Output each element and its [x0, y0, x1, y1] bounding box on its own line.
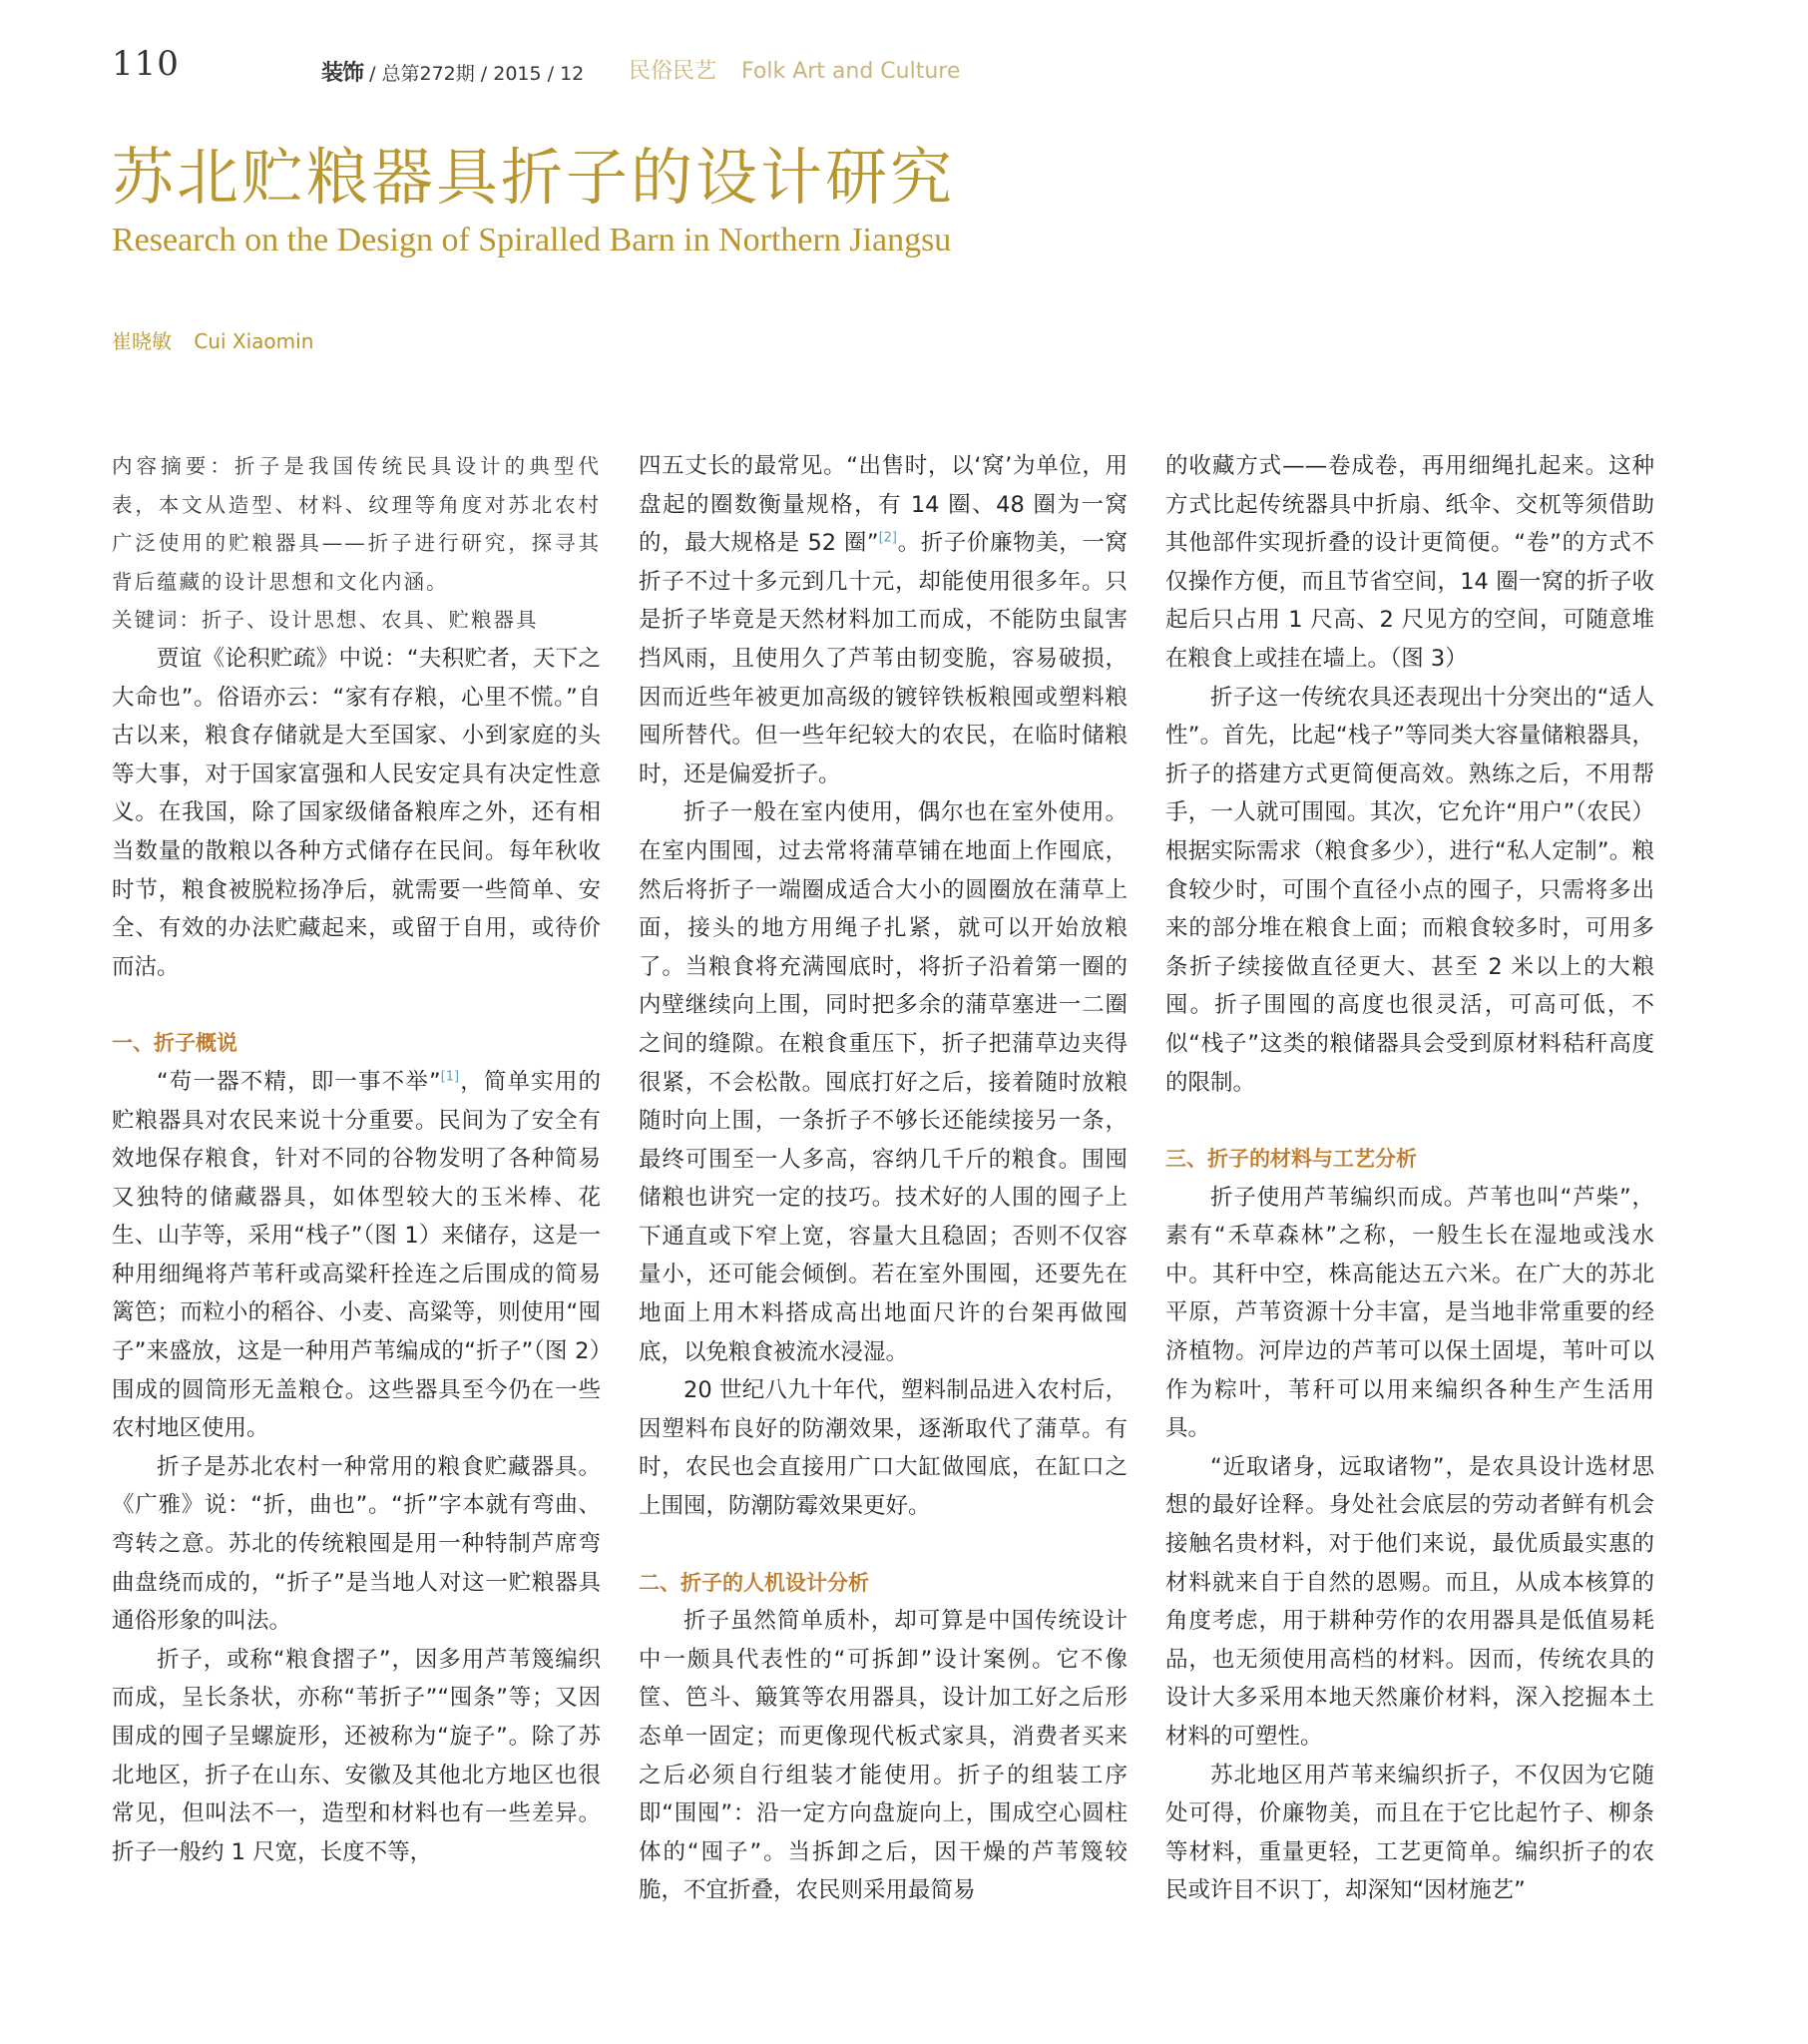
title-chinese: 苏北贮粮器具折子的设计研究 [112, 141, 956, 214]
section-3-heading: 三、折子的材料与工艺分析 [1165, 1147, 1417, 1172]
section-1-paragraph-3: 折子，或称“粮食摺子”，因多用芦苇篾编织而成，呈长条状，亦称“苇折子”“囤条”等；又因围成的囤子呈螺旋形，还被称为“旋子”。除了苏北地区，折子在山东、安徽及其他北方地区也很常见，但叫法不一，造型和材料也有一些差异。折子一般约 1 尺宽，长度不等， [112, 1646, 601, 1865]
column-en: Folk Art and Culture [741, 59, 961, 84]
column-2 [639, 447, 1128, 1910]
col2-p1-text-a: 四五丈长的最常见。“出售时，以‘窝’为单位，用盘起的圈数衡量规格，有 14 圈、48 圈为一窝的，最大规格是 52 圈” [639, 453, 1128, 557]
s1p1-text-a: “苟一器不精，即一事不举” [157, 1068, 441, 1095]
author [112, 325, 313, 354]
issue-info: / 总第272期 / 2015 / 12 [369, 63, 585, 85]
section-3-paragraph-3: 苏北地区用芦苇来编织折子，不仅因为它随处可得，价廉物美，而且在于它比起竹子、柳条等材料，重量更轻，工艺更简单。编织折子的农民或许目不识丁，却深知“因材施艺” [1165, 1762, 1654, 1904]
abstract: 内容摘要：折子是我国传统民具设计的典型代表，本文从造型、材料、纹理等角度对苏北农村广泛使用的贮粮器具——折子进行研究，探寻其背后蕴藏的设计思想和文化内涵。 [112, 454, 601, 594]
section-3-paragraph-1: 折子使用芦苇编织而成。芦苇也叫“芦柴”，素有“禾草森林”之称，一般生长在湿地或浅水中。其秆中空，株高能达五六米。在广大的苏北平原，芦苇资源十分丰富，是当地非常重要的经济植物。河岸边的芦苇可以保土固堤，苇叶可以作为粽叶，苇秆可以用来编织各种生产生活用具。 [1165, 1184, 1654, 1442]
section-2-heading: 二、折子的人机设计分析 [639, 1570, 869, 1595]
col3-paragraph-2: 折子这一传统农具还表现出十分突出的“适人性”。首先，比起“栈子”等同类大容量储粮器具，折子的搭建方式更简便高效。熟练之后，不用帮手，一人就可围囤。其次，它允许“用户”（农民）根据实际需求（粮食多少），进行“私人定制”。粮食较少时，可围个直径小点的囤子，只需将多出来的部分堆在粮食上面；而粮食较多时，可用多条折子续接做直径更大、甚至 2 米以上的大粮囤。折子围囤的高度也很灵活，可高可低，不似“栈子”这类的粮储器具会受到原材料秸秆高度的限制。 [1165, 684, 1654, 1096]
s1p1-text-b: ，简单实用的贮粮器具对农民来说十分重要。民间为了安全有效地保存粮食，针对不同的谷物发明了各种简易又独特的储藏器具，如体型较大的玉米棒、花生、山芋等，采用“栈子”（图 1）来储存，这是一种用细绳将芦苇秆或高粱秆拴连之后围成的简易篱笆；而粒小的稻谷、小麦、高粱等，则使用“囤子”来盛放，这是一种用芦苇编成的“折子”（图 2）围成的圆筒形无盖粮仓。这些器具至今仍在一些农村地区使用。 [112, 1068, 601, 1442]
column-1 [112, 447, 601, 1871]
section-1-heading: 一、折子概说 [112, 1031, 237, 1056]
intro-paragraph: 贾谊《论积贮疏》中说：“夫积贮者，天下之大命也”。俗语亦云：“家有存粮，心里不慌。”自古以来，粮食存储就是大至国家、小到家庭的头等大事，对于国家富强和人民安定具有决定性意义。在我国，除了国家级储备粮库之外，还有相当数量的散粮以各种方式储存在民间。每年秋收时节，粮食被脱粒扬净后，就需要一些简单、安全、有效的办法贮藏起来，或留于自用，或待价而沽。 [112, 645, 601, 980]
section-1-paragraph-2: 折子是苏北农村一种常用的粮食贮藏器具。《广雅》说：“折，曲也”。“折”字本就有弯曲、弯转之意。苏北的传统粮囤是用一种特制芦席弯曲盘绕而成的，“折子”是当地人对这一贮粮器具通俗形象的叫法。 [112, 1453, 601, 1635]
reference-2[interactable]: [2] [878, 530, 897, 546]
journal-name: 装饰 [321, 61, 364, 86]
col2-p1-text-b: 。折子价廉物美，一窝折子不过十多元到几十元，却能使用很多年。只是折子毕竟是天然材料加工而成，不能防虫鼠害挡风雨，且使用久了芦苇由韧变脆，容易破损，因而近些年被更加高级的镀锌铁板粮囤或塑料粮囤所替代。但一些年纪较大的农民，在临时储粮时，还是偏爱折子。 [639, 530, 1128, 787]
column-tag [629, 54, 960, 85]
section-3-paragraph-2: “近取诸身，远取诸物”，是农具设计选材思想的最好诠释。身处社会底层的劳动者鲜有机会接触名贵材料，对于他们来说，最优质最实惠的材料就来自于自然的恩赐。而且，从成本核算的角度考虑，用于耕种劳作的农用器具是低值易耗品，也无须使用高档的材料。因而，传统农具的设计大多采用本地天然廉价材料，深入挖掘本土材料的可塑性。 [1165, 1453, 1654, 1750]
section-2-paragraph-1: 折子虽然简单质朴，却可算是中国传统设计中一颇具代表性的“可拆卸”设计案例。它不像筐、笆斗、簸箕等农用器具，设计加工好之后形态单一固定；而更像现代板式家具，消费者买来之后必须自行组装才能使用。折子的组装工序即“围囤”：沿一定方向盘旋向上，围成空心圆柱体的“囤子”。当拆卸之后，因干燥的芦苇篾较脆，不宜折叠，农民则采用最简易 [639, 1608, 1128, 1904]
col2-paragraph-1 [639, 447, 1128, 793]
journal-header [321, 56, 584, 87]
column-cn: 民俗民艺 [629, 59, 717, 84]
col2-paragraph-3: 20 世纪八九十年代，塑料制品进入农村后，因塑料布良好的防潮效果，逐渐取代了蒲草。有时，农民也会直接用广口大缸做囤底，在缸口之上围囤，防潮防霉效果更好。 [639, 1377, 1128, 1520]
col3-paragraph-1: 的收藏方式——卷成卷，再用细绳扎起来。这种方式比起传统器具中折扇、纸伞、交杌等须借助其他部件实现折叠的设计更简便。“卷”的方式不仅操作方便，而且节省空间，14 圈一窝的折子收起后只占用 1 尺高、2 尺见方的空间，可随意堆在粮食上或挂在墙上。（图 3） [1165, 453, 1654, 672]
title-english: Research on the Design of Spiralled Barn in Northern Jiangsu [112, 222, 952, 258]
col2-paragraph-2: 折子一般在室内使用，偶尔也在室外使用。在室内围囤，过去常将蒲草铺在地面上作囤底，然后将折子一端圈成适合大小的圆圈放在蒲草上面，接头的地方用绳子扎紧，就可以开始放粮了。当粮食将充满囤底时，将折子沿着第一圈的内壁继续向上围，同时把多余的蒲草塞进一二圈之间的缝隙。在粮食重压下，折子把蒲草边夹得很紧，不会松散。囤底打好之后，接着随时放粮随时向上围，一条折子不够长还能续接另一条，最终可围至一人多高，容纳几千斤的粮食。围囤储粮也讲究一定的技巧。技术好的人围的囤子上下通直或下窄上宽，容量大且稳固；否则不仅容量小，还可能会倾倒。若在室外围囤，还要先在地面上用木料搭成高出地面尺许的台架再做囤底，以免粮食被流水浸湿。 [639, 799, 1128, 1365]
page-number: 110 [112, 44, 180, 84]
keywords: 关键词：折子、设计思想、农具、贮粮器具 [112, 608, 539, 633]
reference-1[interactable]: [1] [440, 1069, 460, 1085]
section-1-paragraph-1 [112, 1063, 601, 1448]
author-cn: 崔晓敏 [112, 329, 172, 353]
author-en: Cui Xiaomin [194, 329, 314, 353]
column-3 [1165, 447, 1654, 1910]
